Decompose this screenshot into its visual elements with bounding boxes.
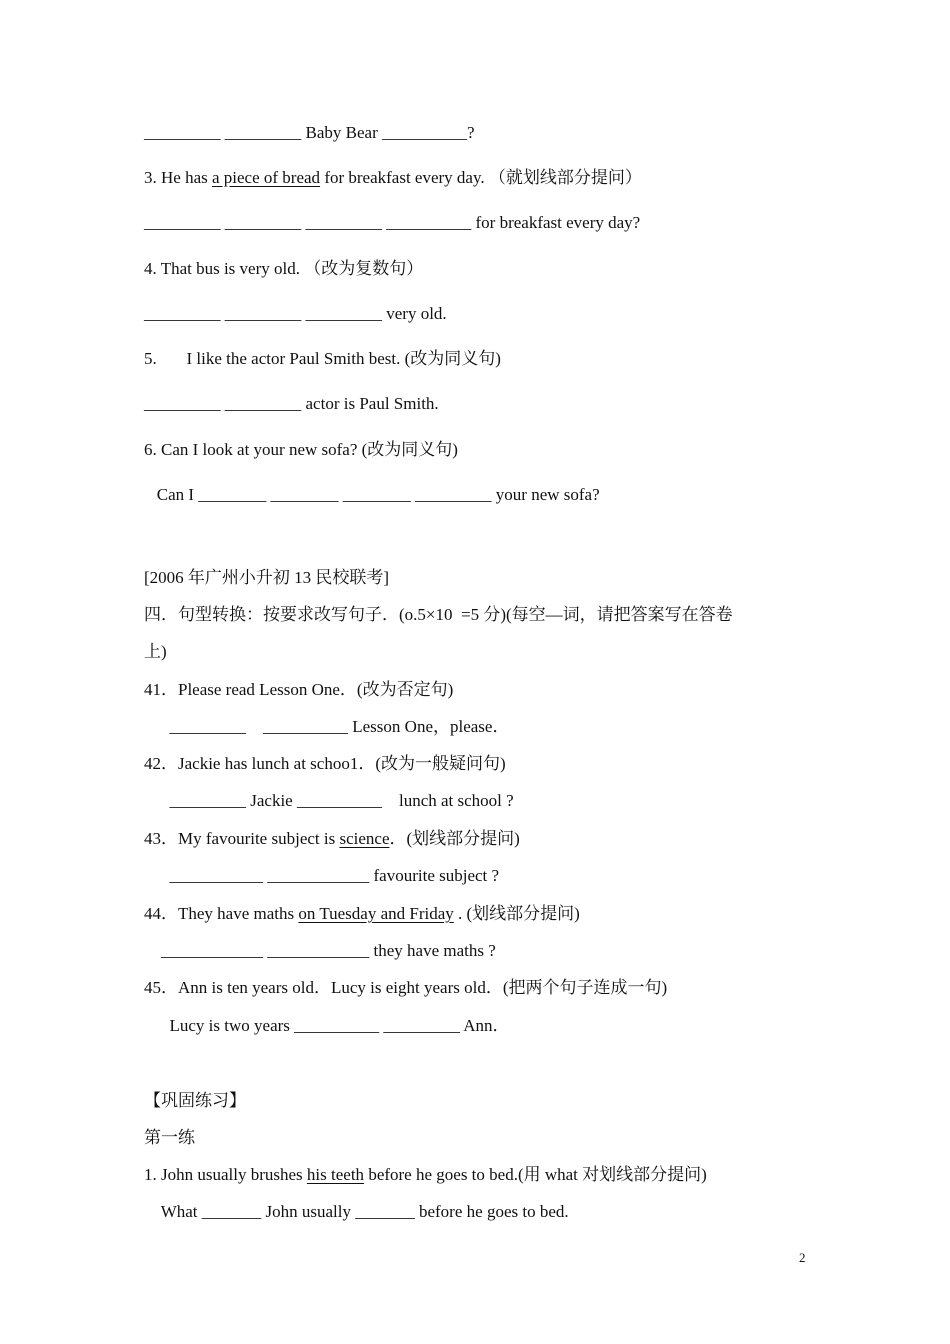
question-instruction: . (划线部分提问) [453,904,580,923]
section-instructions: 四．句型转换：按要求改写句子．(o.5×10 =5 分)(每空—词，请把答案写在答卷 [144,605,733,624]
answer-line-5: _________ _________ actor is Paul Smith. [144,394,439,413]
question-42: 42．Jackie has lunch at schoo1．(改为一般疑问句) [144,754,506,773]
question-4: 4. That bus is very old. （改为复数句） [144,259,424,278]
section-instructions-continued: 上) [144,642,167,661]
underlined-phrase: science [339,829,390,848]
question-text: 3. He has [144,168,212,187]
answer-line-3: _________ _________ _________ __________ for breakfast every day? [144,213,641,232]
question-45: 45．Ann is ten years old．Lucy is eight years old．(把两个句子连成一句) [144,978,668,997]
page-number: 2 [799,1250,806,1265]
practice-answer-line-1: What _______ John usually _______ before he goes to bed. [144,1202,569,1221]
question-instruction: before he goes to bed.(用 what 对划线部分提问) [364,1165,707,1184]
answer-line-44: ____________ ____________ they have maths ? [144,941,496,960]
question-5: 5. I like the actor Paul Smith best. (改为同义句) [144,349,501,368]
underlined-phrase: on Tuesday and Friday [298,904,454,923]
exam-source-heading: [2006 年广州小升初 13 民校联考] [144,568,390,587]
answer-line-41: _________ __________ Lesson One，please． [144,717,510,736]
practice-question-1 [144,1164,707,1186]
question-text: 44．They have maths [144,904,299,923]
underlined-phrase: his teeth [306,1165,365,1184]
question-3 [144,167,642,189]
question-44 [144,903,580,925]
practice-subheading: 第一练 [144,1128,195,1147]
answer-line-45: Lucy is two years __________ _________ Ann． [144,1016,510,1035]
answer-line-43: ___________ ____________ favourite subject ? [144,866,500,885]
question-6: 6. Can I look at your new sofa? (改为同义句) [144,440,458,459]
answer-line-baby-bear: _________ _________ Baby Bear __________? [144,123,475,142]
question-text: 43．My favourite subject is [144,829,340,848]
answer-line-42: _________ Jackie __________ lunch at school ? [144,791,514,810]
question-instruction: ．(划线部分提问) [389,829,520,848]
practice-heading: 【巩固练习】 [144,1091,246,1110]
question-43 [144,828,520,850]
question-41: 41．Please read Lesson One．(改为否定句) [144,680,454,699]
question-instruction: for breakfast every day. （就划线部分提问） [320,168,642,187]
answer-line-4: _________ _________ _________ very old. [144,304,447,323]
answer-line-6: Can I ________ ________ ________ _________ your new sofa? [144,485,600,504]
underlined-phrase: a piece of bread [211,168,321,187]
question-text: 1. John usually brushes [144,1165,307,1184]
